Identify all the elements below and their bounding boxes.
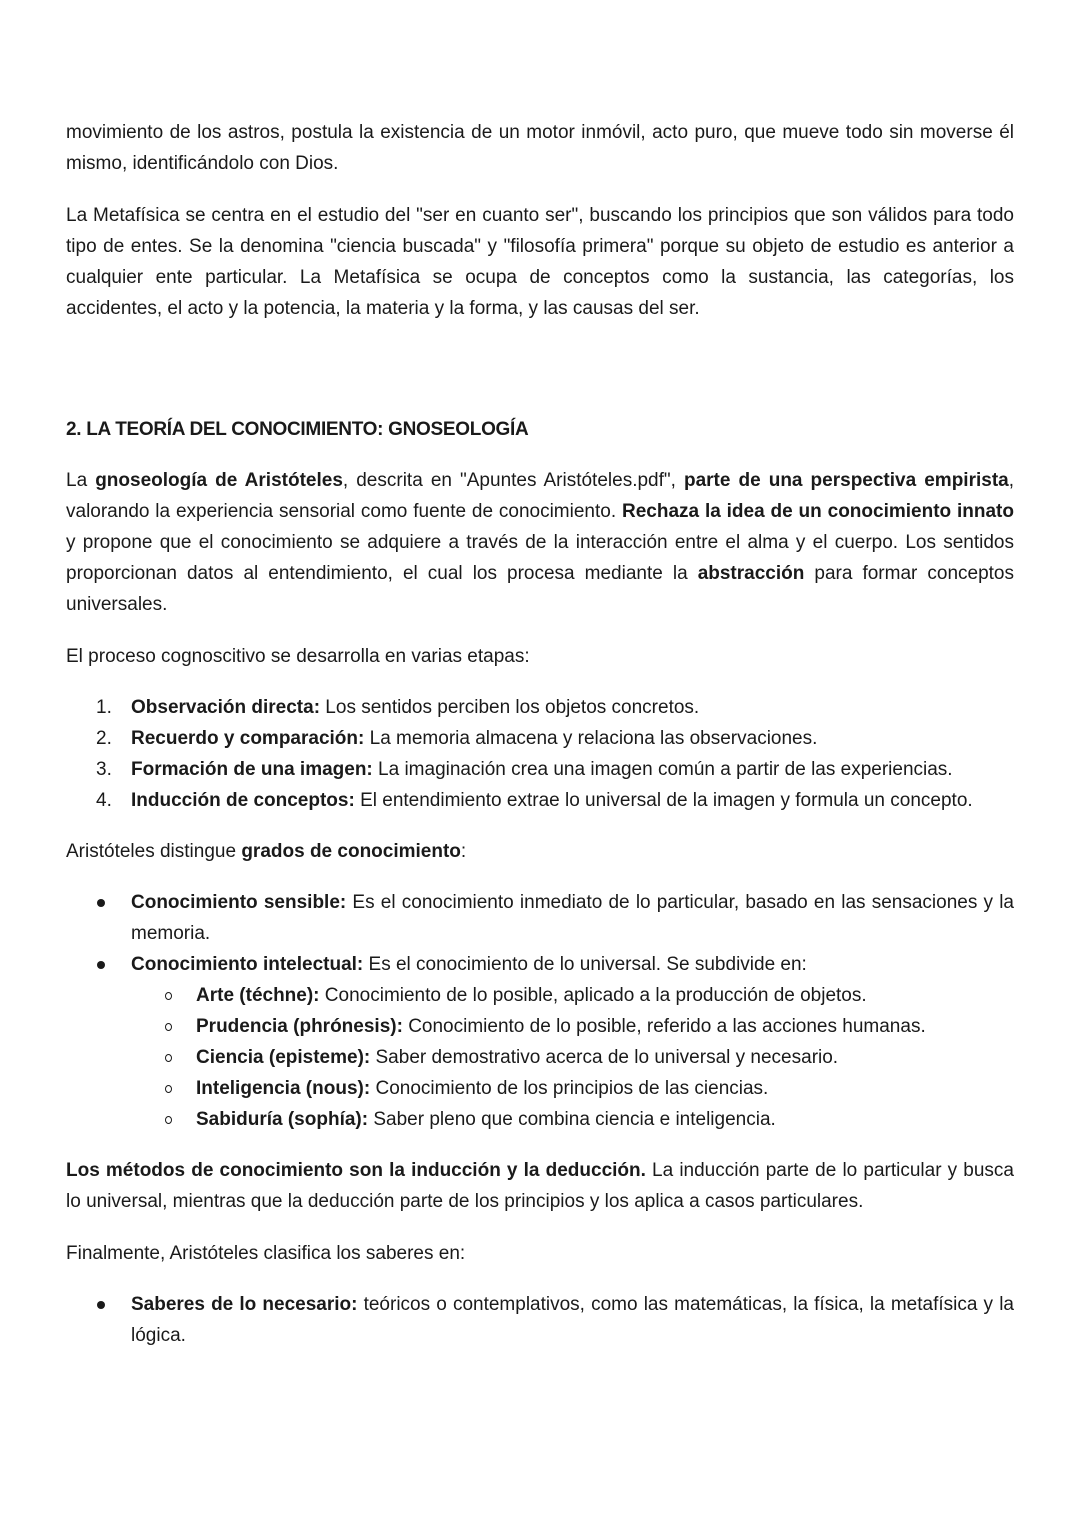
text-run: Aristóteles distingue <box>66 841 242 862</box>
sub-list-item <box>66 1073 1014 1104</box>
sub-list-item <box>66 1104 1014 1135</box>
sub-list-item <box>66 1042 1014 1073</box>
item-term: Saberes de lo necesario: <box>131 1294 358 1315</box>
paragraph-stages-intro: El proceso cognoscitivo se desarrolla en varias etapas: <box>66 646 530 667</box>
item-text: Es el conocimiento inmediato de lo particular, basado en las sensaciones y la memoria. <box>131 892 1014 944</box>
list-item <box>66 785 1014 816</box>
list-item <box>66 949 1014 980</box>
item-term: Formación de una imagen: <box>131 759 373 780</box>
knowledge-types-list <box>66 1289 1014 1351</box>
bold-run: gnoseología de Aristóteles <box>95 470 343 491</box>
grades-list <box>66 887 1014 980</box>
paragraph-motor-inmovil: movimiento de los astros, postula la existencia de un motor inmóvil, acto puro, que mueve todo sin moverse él mismo, identificándolo con Dios. <box>66 122 1014 174</box>
item-text: La imaginación crea una imagen común a partir de las experiencias. <box>372 759 953 780</box>
stages-list <box>66 692 1014 816</box>
list-number: 2. <box>96 728 112 749</box>
list-item <box>66 887 1014 949</box>
list-item <box>66 692 1014 723</box>
item-text: Conocimiento de lo posible, referido a las acciones humanas. <box>402 1016 926 1037</box>
text-run: , valorando la experiencia sensorial como fuente de conocimiento. <box>66 470 1014 522</box>
item-text: Conocimiento de los principios de las ciencias. <box>370 1078 769 1099</box>
bullet-icon <box>97 961 105 969</box>
hollow-bullet-icon <box>165 1085 172 1093</box>
item-term: Observación directa: <box>131 697 321 718</box>
text-run: para formar conceptos universales. <box>66 563 1014 615</box>
document-body <box>66 117 1014 1351</box>
item-term: Prudencia (phrónesis): <box>196 1016 403 1037</box>
text-run: La inducción parte de lo particular y busca lo universal, mientras que la deducción parte de los principios y los aplica a casos particulares. <box>66 1160 1014 1212</box>
list-number: 1. <box>96 697 112 718</box>
section-heading: 2. LA TEORÍA DEL CONOCIMIENTO: GNOSEOLOGÍA <box>66 419 529 440</box>
item-text: La memoria almacena y relaciona las observaciones. <box>364 728 818 749</box>
item-term: Conocimiento intelectual: <box>131 954 364 975</box>
intellectual-subtypes-list <box>66 980 1014 1135</box>
item-term: Arte (téchne): <box>196 985 320 1006</box>
bullet-icon <box>97 899 105 907</box>
paragraph-metafisica: La Metafísica se centra en el estudio del "ser en cuanto ser", buscando los principios que son válidos para todo tipo de entes. Se la denomina "ciencia buscada" y "filosofía primera" porque su objeto de estudio es anterior a cualquier ente particular. La Metafísica se ocupa de conceptos como la sustancia, las categorías, los accidentes, el acto y la potencia, la materia y la forma, y las causas del ser. <box>66 205 1014 319</box>
hollow-bullet-icon <box>165 1054 172 1062</box>
bold-run: parte de una perspectiva empirista <box>683 470 1009 491</box>
item-term: Inducción de conceptos: <box>131 790 355 811</box>
item-term: Conocimiento sensible: <box>131 892 347 913</box>
paragraph-methods <box>66 1155 1014 1217</box>
item-text: Conocimiento de lo posible, aplicado a la producción de objetos. <box>319 985 867 1006</box>
hollow-bullet-icon <box>165 1023 172 1031</box>
sub-list-item <box>66 980 1014 1011</box>
item-term: Recuerdo y comparación: <box>131 728 365 749</box>
item-text: Saber demostrativo acerca de lo universal y necesario. <box>370 1047 839 1068</box>
bold-run: Rechaza la idea de un conocimiento innato <box>621 501 1014 522</box>
bold-run: grados de conocimiento <box>241 841 461 862</box>
text-run: : <box>460 841 467 862</box>
item-text: Es el conocimiento de lo universal. Se subdivide en: <box>363 954 807 975</box>
text-run: La <box>66 470 96 491</box>
bold-run: abstracción <box>697 563 805 584</box>
paragraph-gnoseologia <box>66 465 1014 620</box>
text-run: y propone que el conocimiento se adquiere a través de la interacción entre el alma y el cuerpo. Los sentidos proporcionan datos al entendimiento, el cual los procesa mediante la <box>66 532 1014 584</box>
hollow-bullet-icon <box>165 992 172 1000</box>
item-text: El entendimiento extrae lo universal de la imagen y formula un concepto. <box>354 790 973 811</box>
item-text: Saber pleno que combina ciencia e inteligencia. <box>368 1109 776 1130</box>
bold-run: Los métodos de conocimiento son la inducción y la deducción. <box>66 1160 646 1181</box>
list-item <box>66 723 1014 754</box>
text-run: , descrita en "Apuntes Aristóteles.pdf", <box>342 470 684 491</box>
paragraph-knowledge-intro: Finalmente, Aristóteles clasifica los saberes en: <box>66 1243 466 1264</box>
item-text: teóricos o contemplativos, como las matemáticas, la física, la metafísica y la lógica. <box>131 1294 1014 1346</box>
item-text: Los sentidos perciben los objetos concretos. <box>320 697 700 718</box>
list-number: 4. <box>96 790 112 811</box>
item-term: Sabiduría (sophía): <box>196 1109 369 1130</box>
hollow-bullet-icon <box>165 1116 172 1124</box>
list-number: 3. <box>96 759 112 780</box>
bullet-icon <box>97 1301 105 1309</box>
item-term: Inteligencia (nous): <box>196 1078 371 1099</box>
list-item <box>66 754 1014 785</box>
item-term: Ciencia (episteme): <box>196 1047 371 1068</box>
list-item <box>66 1289 1014 1351</box>
paragraph-grades-intro <box>66 836 1014 867</box>
sub-list-item <box>66 1011 1014 1042</box>
